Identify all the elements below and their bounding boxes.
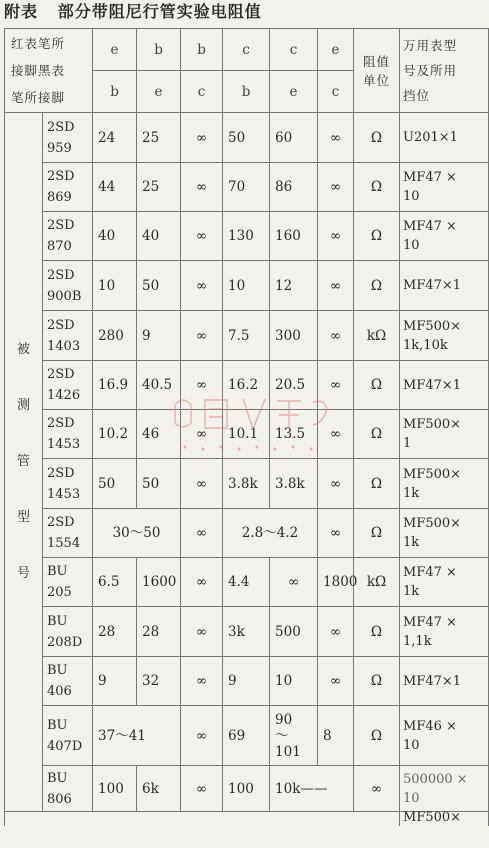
value-line: 101: [275, 743, 301, 760]
model-cell: [43, 706, 93, 766]
value-cell: 50: [137, 459, 181, 509]
black-probe-pin: e: [270, 71, 318, 113]
value-cell: 50: [93, 459, 137, 509]
value-range-cell: 2.8～4.2: [223, 509, 318, 558]
meter-cell: [400, 706, 489, 766]
value-cell: 160: [270, 212, 318, 261]
unit-cell: Ω: [354, 113, 400, 163]
model-line: BU: [47, 613, 68, 629]
meter-cell: [400, 212, 489, 261]
value-cell: 9: [93, 657, 137, 706]
meter-cell: [400, 113, 489, 163]
unit-header-line: 阻值: [363, 53, 391, 69]
meter-cell: [400, 261, 489, 311]
meter-line: 500000 ×: [403, 771, 468, 787]
value-cell: 32: [137, 657, 181, 706]
value-cell: ∞: [181, 509, 223, 558]
table-row: [5, 261, 489, 311]
red-probe-pin: c: [223, 29, 270, 71]
meter-cell: [400, 410, 489, 459]
model-line: 2SD: [47, 367, 75, 382]
meter-line: MF46 ×: [403, 718, 457, 734]
unit-cell: Ω: [354, 261, 400, 311]
meter-line: MF47×1: [403, 278, 462, 293]
black-probe-pin: e: [137, 71, 181, 113]
unit-cell: kΩ: [354, 311, 400, 361]
model-cell: [43, 459, 93, 509]
model-line: 1453: [47, 437, 81, 452]
meter-cell: [400, 459, 489, 509]
value-cell: 10: [223, 261, 270, 311]
table-row: [5, 311, 489, 361]
value-cell: 3k: [223, 607, 270, 657]
model-line: 1426: [47, 388, 81, 403]
side-label-char: 型: [16, 510, 30, 525]
meter-line: 1k: [403, 485, 420, 501]
value-cell: ∞: [181, 558, 223, 607]
table-row: [5, 212, 489, 261]
meter-line: 10: [403, 238, 420, 253]
value-cell: ∞: [318, 212, 354, 261]
model-cell: [43, 163, 93, 212]
model-cell: [43, 311, 93, 361]
meter-line: 10: [403, 790, 420, 806]
value-cell: 50: [137, 261, 181, 311]
value-cell: ∞: [181, 706, 223, 766]
value-cell: 9: [137, 311, 181, 361]
table-row: [5, 410, 489, 459]
table-row: [5, 509, 489, 558]
value-cell: 3.8k: [223, 459, 270, 509]
table-row: [5, 558, 489, 607]
header-corner-line: 笔所接脚: [11, 90, 66, 105]
table-title: 附表 部分带阻尼行管实验电阻值: [4, 2, 262, 21]
value-cell: ∞: [181, 766, 223, 812]
meter-line: 10: [403, 189, 420, 204]
value-cell: 24: [93, 113, 137, 163]
value-cell: 6.5: [93, 558, 137, 607]
value-cell: 10: [93, 261, 137, 311]
model-line: 870: [47, 239, 72, 254]
value-cell: 69: [223, 706, 270, 766]
meter-line: MF500×: [403, 417, 462, 432]
header-row-red: [5, 29, 489, 71]
header-corner-line: 红表笔所: [11, 36, 66, 51]
model-line: 208D: [47, 634, 83, 650]
value-cell: 280: [93, 311, 137, 361]
model-cell: [43, 261, 93, 311]
model-line: 205: [47, 585, 72, 600]
model-line: 406: [47, 684, 72, 699]
value-cell: ∞: [318, 261, 354, 311]
meter-line: 1k: [403, 584, 420, 599]
table-row: [5, 163, 489, 212]
table-row: [5, 361, 489, 410]
unit-cell: Ω: [354, 410, 400, 459]
value-cell: 25: [137, 163, 181, 212]
unit-cell: Ω: [354, 361, 400, 410]
table-row-partial: [5, 812, 489, 826]
value-cell: 86: [270, 163, 318, 212]
model-line: 2SD: [47, 267, 75, 283]
model-cell: [43, 410, 93, 459]
header-corner-cell: [5, 29, 93, 113]
value-cell: 1600: [137, 558, 181, 607]
value-cell: 40.5: [137, 361, 181, 410]
value-cell: 60: [270, 113, 318, 163]
meter-line: MF500×: [403, 318, 462, 334]
value-cell: ∞: [318, 311, 354, 361]
unit-cell: kΩ: [354, 558, 400, 607]
value-cell: ∞: [318, 113, 354, 163]
side-label-char: 管: [16, 454, 30, 469]
model-line: BU: [47, 564, 68, 579]
value-cell: 10.2: [93, 410, 137, 459]
value-cell: ∞: [181, 657, 223, 706]
meter-line: MF47 ×: [403, 614, 457, 630]
meter-cell: [400, 558, 489, 607]
model-cell: [43, 657, 93, 706]
value-cell: ∞: [270, 558, 318, 607]
model-line: 900B: [47, 288, 82, 304]
header-corner-line: 接脚黑表: [11, 63, 66, 78]
value-cell: 20.5: [270, 361, 318, 410]
side-label-char: 测: [16, 398, 30, 413]
model-line: 1453: [47, 486, 81, 502]
value-cell: ∞: [181, 607, 223, 657]
meter-line: U201×1: [403, 130, 458, 145]
value-cell: 28: [137, 607, 181, 657]
model-line: BU: [47, 770, 68, 786]
value-cell: 10.1: [223, 410, 270, 459]
red-probe-pin: b: [181, 29, 223, 71]
value-line: ～: [275, 727, 289, 744]
meter-line: MF47 ×: [403, 170, 457, 185]
value-cell: ∞: [181, 410, 223, 459]
partial-cell: [5, 812, 400, 826]
value-cell: 7.5: [223, 311, 270, 361]
meter-line: MF47×1: [403, 673, 462, 689]
value-cell: ∞: [181, 212, 223, 261]
value-cell: 8: [318, 706, 354, 766]
value-cell: 10: [270, 657, 318, 706]
unit-header: [354, 29, 400, 113]
red-probe-pin: e: [318, 29, 354, 71]
value-line: 90: [275, 711, 293, 728]
model-cell: [43, 766, 93, 812]
model-cell: [43, 558, 93, 607]
meter-cell: [400, 509, 489, 558]
model-line: 1554: [47, 536, 81, 551]
table-row: [5, 113, 489, 163]
value-cell: 9: [223, 657, 270, 706]
value-cell: 3.8k: [270, 459, 318, 509]
model-line: 869: [47, 190, 72, 205]
side-label-char: 被: [16, 342, 30, 357]
value-cell: 44: [93, 163, 137, 212]
value-cell: 28: [93, 607, 137, 657]
model-cell: [43, 361, 93, 410]
value-cell: 16.2: [223, 361, 270, 410]
black-probe-pin: b: [93, 71, 137, 113]
value-cell: 12: [270, 261, 318, 311]
unit-cell: Ω: [354, 657, 400, 706]
model-line: 407D: [47, 738, 83, 754]
meter-line: 10: [403, 737, 420, 753]
value-cell: 40: [93, 212, 137, 261]
meter-line: 1k,10k: [403, 337, 448, 353]
unit-cell: Ω: [354, 607, 400, 657]
model-cell: [43, 607, 93, 657]
table-row: [5, 657, 489, 706]
model-line: 959: [47, 140, 72, 156]
meter-header-line: 号及所用: [403, 63, 458, 78]
value-cell: ∞: [318, 163, 354, 212]
black-probe-pin: c: [318, 71, 354, 113]
value-cell: ∞: [181, 113, 223, 163]
model-line: 2SD: [47, 218, 75, 233]
unit-cell: Ω: [354, 212, 400, 261]
unit-cell: Ω: [354, 706, 400, 766]
value-cell: ∞: [318, 657, 354, 706]
tested-tube-label: [5, 113, 43, 812]
meter-line: MF500×: [403, 466, 462, 482]
meter-header-line: 挡位: [403, 88, 431, 103]
table-row: [5, 459, 489, 509]
value-cell: ∞: [318, 410, 354, 459]
table-row: [5, 766, 489, 812]
resistance-table: [4, 28, 489, 826]
meter-cell: [400, 311, 489, 361]
value-range-cell: 30～50: [93, 509, 181, 558]
value-cell: [270, 706, 318, 766]
red-probe-pin: e: [93, 29, 137, 71]
value-cell: ∞: [181, 311, 223, 361]
meter-line: MF500×: [403, 516, 462, 531]
value-cell: 50: [223, 113, 270, 163]
meter-cell: [400, 607, 489, 657]
value-cell: ∞: [318, 459, 354, 509]
value-cell: ∞: [181, 459, 223, 509]
model-cell: [43, 212, 93, 261]
meter-cell: [400, 766, 489, 812]
meter-header-line: 万用表型: [403, 38, 458, 53]
meter-cell: MF500×: [400, 812, 489, 826]
value-cell: 70: [223, 163, 270, 212]
model-line: 2SD: [47, 416, 75, 431]
value-cell: 1800: [318, 558, 354, 607]
model-line: 2SD: [47, 515, 75, 530]
unit-cell: Ω: [354, 459, 400, 509]
unit-cell: Ω: [354, 509, 400, 558]
meter-line: 1,1k: [403, 633, 432, 649]
meter-cell: [400, 361, 489, 410]
table-row: [5, 607, 489, 657]
value-cell: 46: [137, 410, 181, 459]
value-cell: ∞: [318, 509, 354, 558]
model-cell: [43, 509, 93, 558]
value-cell: ∞: [181, 361, 223, 410]
value-cell: 6k: [137, 766, 181, 812]
red-probe-pin: c: [270, 29, 318, 71]
unit-cell: Ω: [354, 163, 400, 212]
value-range-cell: 37～41: [93, 706, 181, 766]
model-line: BU: [47, 663, 68, 678]
value-cell: 100: [93, 766, 137, 812]
model-line: 2SD: [47, 119, 75, 135]
value-cell: 25: [137, 113, 181, 163]
value-cell: ∞: [181, 163, 223, 212]
value-cell: 500: [270, 607, 318, 657]
value-cell: ∞: [318, 361, 354, 410]
value-cell: 16.9: [93, 361, 137, 410]
meter-line: 1k: [403, 535, 420, 550]
model-line: 1403: [47, 338, 81, 354]
model-cell: [43, 113, 93, 163]
value-cell: 10k——: [270, 766, 354, 812]
value-cell: 100: [223, 766, 270, 812]
red-probe-pin: b: [137, 29, 181, 71]
model-line: 2SD: [47, 317, 75, 333]
value-cell: 130: [223, 212, 270, 261]
table-row: [5, 706, 489, 766]
unit-header-line: 单位: [363, 72, 391, 88]
model-line: 2SD: [47, 465, 75, 481]
meter-line: MF47 ×: [403, 219, 457, 234]
model-line: 2SD: [47, 169, 75, 184]
value-cell: ∞: [181, 261, 223, 311]
meter-line: MF47 ×: [403, 565, 457, 580]
model-line: BU: [47, 717, 68, 733]
meter-cell: [400, 163, 489, 212]
model-line: 806: [47, 791, 72, 807]
meter-cell: [400, 657, 489, 706]
black-probe-pin: b: [223, 71, 270, 113]
meter-header: [400, 29, 489, 113]
unit-cell: ∞: [354, 766, 400, 812]
value-cell: 4.4: [223, 558, 270, 607]
black-probe-pin: c: [181, 71, 223, 113]
meter-line: 1: [403, 436, 412, 451]
value-cell: 40: [137, 212, 181, 261]
value-cell: 300: [270, 311, 318, 361]
value-cell: ∞: [318, 607, 354, 657]
value-cell: 13.5: [270, 410, 318, 459]
meter-line: MF47×1: [403, 377, 462, 393]
side-label-char: 号: [16, 566, 30, 581]
